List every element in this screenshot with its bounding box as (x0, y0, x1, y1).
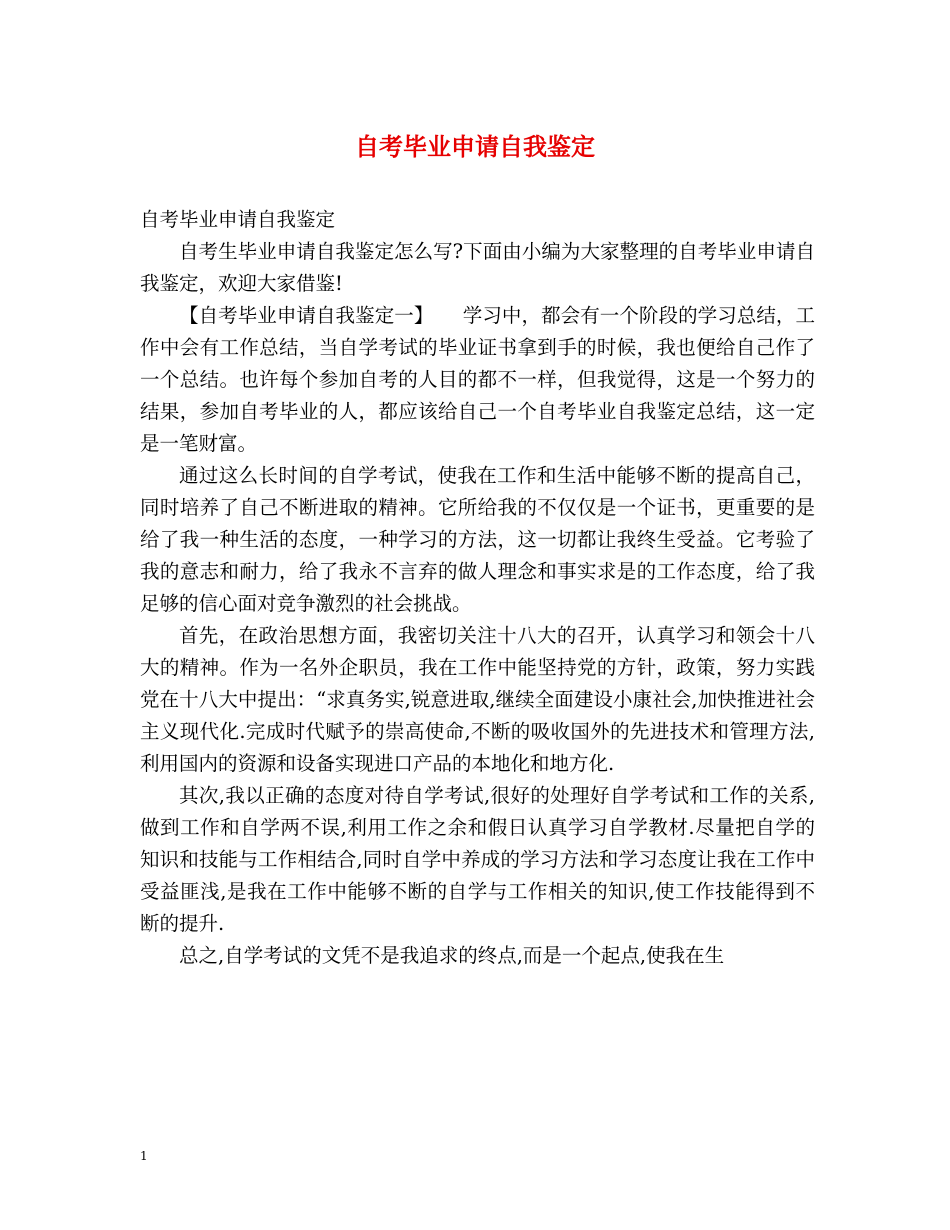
paragraph-study-attitude: 其次,我以正确的态度对待自学考试,很好的处理好自学考试和工作的关系,做到工作和自学两不误,利用工作之余和假日认真学习自学教材.尽量把自学的知识和技能与工作相结合,同时自学中养成的学习方法和学习态度让我在工作中受益匪浅,是我在工作中能够不断的自学与工作相关的知识,使工作技能得到不断的提升. (140, 784, 815, 935)
document-title: 自考毕业申请自我鉴定 (355, 132, 595, 161)
paragraph-section-one: 【自考毕业申请自我鉴定一】 学习中，都会有一个阶段的学习总结，工作中会有工作总结，当自学考试的毕业证书拿到手的时候，我也便给自己作了一个总结。也许每个参加自考的人目的都不一样，但我觉得，这是一个努力的结果，参加自考毕业的人，都应该给自己一个自考毕业自我鉴定总结，这一定是一笔财富。 (140, 304, 815, 455)
paragraph-intro: 自考生毕业申请自我鉴定怎么写?下面由小编为大家整理的自考毕业申请自我鉴定，欢迎大家借鉴! (140, 240, 815, 295)
paragraph-benefits: 通过这么长时间的自学考试，使我在工作和生活中能够不断的提高自己，同时培养了自己不断进取的精神。它所给我的不仅仅是一个证书，更重要的是给了我一种生活的态度，一种学习的方法，这一切都让我终生受益。它考验了我的意志和耐力，给了我永不言弃的做人理念和事实求是的工作态度，给了我足够的信心面对竞争激烈的社会挑战。 (140, 464, 815, 615)
document-body (140, 204, 815, 972)
paragraph-political-thought: 首先，在政治思想方面，我密切关注十八大的召开，认真学习和领会十八大的精神。作为一名外企职员，我在工作中能坚持党的方针，政策，努力实践党在十八大中提出：“求真务实,锐意进取,继续全面建设小康社会,加快推进社会主义现代化.完成时代赋予的崇高使命,不断的吸收国外的先进技术和管理方法,利用国内的资源和设备实现进口产品的本地化和地方化. (140, 624, 815, 775)
page-number: 1 (140, 1149, 148, 1163)
paragraph-conclusion: 总之,自学考试的文凭不是我追求的终点,而是一个起点,使我在生 (179, 944, 725, 967)
paragraph-subtitle: 自考毕业申请自我鉴定 (140, 208, 336, 231)
